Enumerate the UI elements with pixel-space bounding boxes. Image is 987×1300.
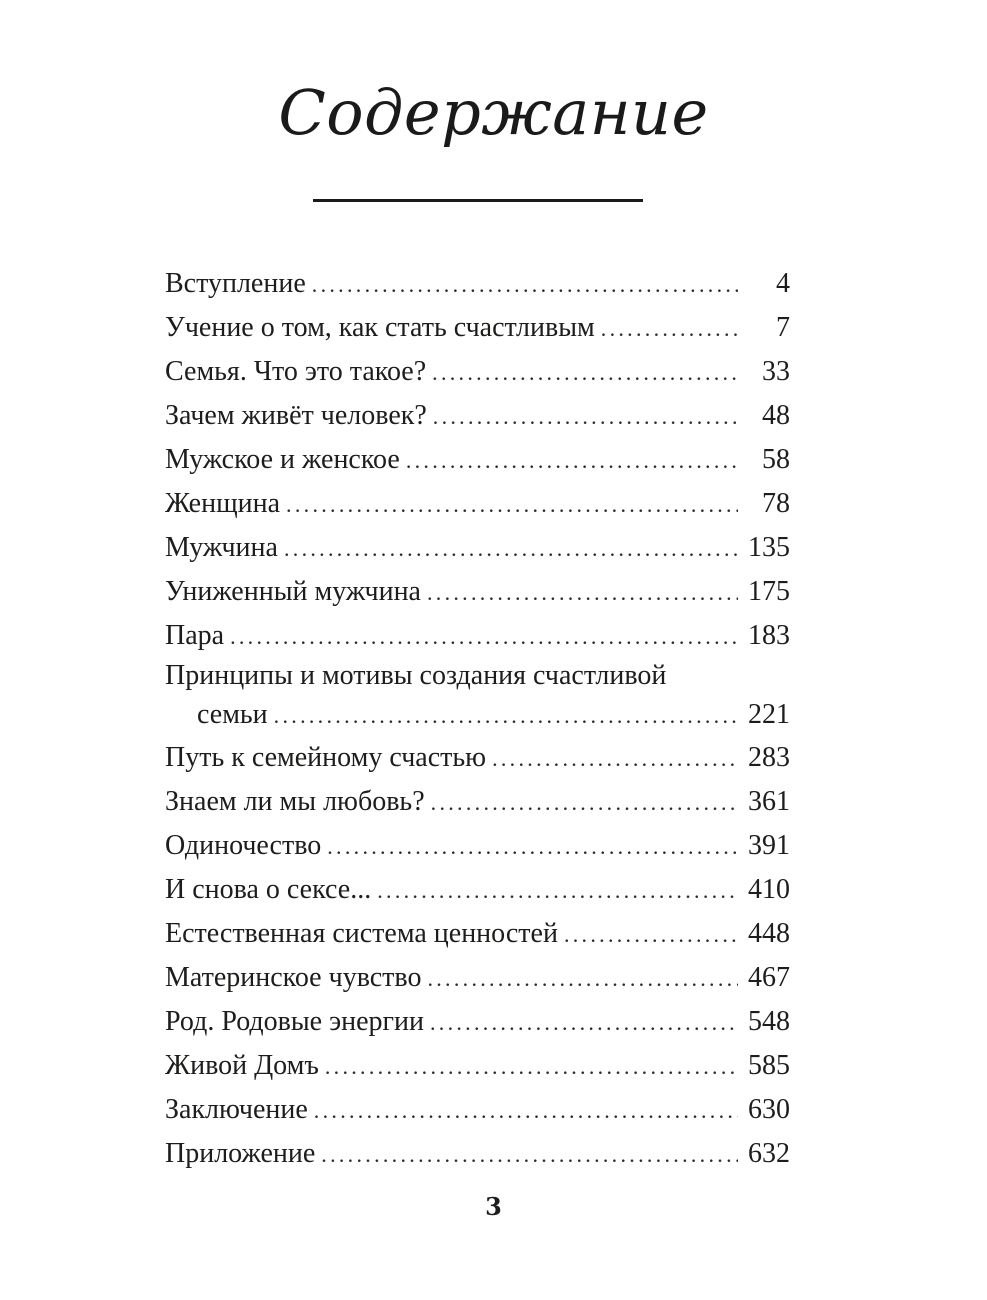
toc-entry-title: Вступление	[165, 268, 306, 299]
dot-leader	[427, 571, 738, 615]
dot-leader	[564, 913, 738, 957]
toc-entry-title: Униженный мужчина	[165, 576, 421, 607]
toc-entry-page: 221	[748, 699, 790, 730]
dot-leader	[284, 527, 738, 571]
toc-entry-page: 33	[762, 356, 790, 387]
dot-leader	[433, 395, 738, 439]
dot-leader	[601, 307, 738, 351]
toc-entry	[165, 394, 790, 438]
toc-entry	[165, 824, 790, 868]
toc-entry-title: Род. Родовые энергии	[165, 1006, 424, 1037]
toc-entry-page: 58	[762, 444, 790, 475]
toc-entry-title: Одиночество	[165, 830, 322, 861]
toc-entry	[165, 526, 790, 570]
page-number: 3	[485, 1192, 502, 1221]
toc-entry-page: 391	[748, 830, 790, 861]
toc-entry-page: 630	[748, 1094, 790, 1125]
toc-entry-page: 4	[776, 268, 790, 299]
toc-entry	[165, 658, 790, 736]
toc-entry	[165, 780, 790, 824]
toc-entry	[165, 1132, 790, 1176]
toc-entry-title: Семья. Что это такое?	[165, 356, 427, 387]
toc-entry-title: Естественная система ценностей	[165, 918, 558, 949]
dot-leader	[286, 483, 738, 527]
toc-entry-page: 7	[776, 312, 790, 343]
toc-entry-page: 632	[748, 1138, 790, 1169]
toc-entry-page: 410	[748, 874, 790, 905]
toc-entry	[165, 570, 790, 614]
toc-entry-title: Приложение	[165, 1138, 316, 1169]
toc-entry	[165, 350, 790, 394]
toc-entry	[165, 1044, 790, 1088]
toc-entry	[165, 736, 790, 780]
toc-entry	[165, 438, 790, 482]
toc-entry-title: Живой Домъ	[165, 1050, 319, 1081]
toc-entry-page: 361	[748, 786, 790, 817]
page-title: Содержание	[278, 76, 709, 149]
dot-leader	[314, 1089, 738, 1133]
dot-leader	[274, 695, 738, 737]
table-of-contents	[165, 262, 790, 1176]
toc-entry	[165, 482, 790, 526]
toc-entry-title: Пара	[165, 620, 225, 651]
dot-leader	[321, 1133, 738, 1177]
toc-entry-page: 467	[748, 962, 790, 993]
toc-entry	[165, 956, 790, 1000]
dot-leader	[377, 869, 738, 913]
toc-entry	[165, 262, 790, 306]
dot-leader	[230, 615, 738, 659]
dot-leader	[325, 1045, 738, 1089]
dot-leader	[327, 825, 738, 869]
toc-entry-page: 48	[762, 400, 790, 431]
toc-entry-title: Знаем ли мы любовь?	[165, 786, 425, 817]
dot-leader	[431, 781, 738, 825]
toc-entry	[165, 1088, 790, 1132]
title-divider	[313, 199, 643, 202]
toc-entry-title: Принципы и мотивы создания счастливой	[165, 660, 667, 691]
toc-entry	[165, 868, 790, 912]
toc-entry-page: 183	[748, 620, 790, 651]
toc-entry	[165, 614, 790, 658]
toc-entry-title: Заключение	[165, 1094, 308, 1125]
toc-entry-title-continuation: семьи	[197, 699, 268, 730]
toc-entry-page: 283	[748, 742, 790, 773]
toc-entry-title: И снова о сексе...	[165, 874, 372, 905]
toc-entry-title: Путь к семейному счастью	[165, 742, 487, 773]
toc-entry-title: Материнское чувство	[165, 962, 422, 993]
toc-entry-title: Мужское и женское	[165, 444, 400, 475]
toc-entry-page: 175	[748, 576, 790, 607]
dot-leader	[427, 957, 738, 1001]
dot-leader	[430, 1001, 738, 1045]
toc-entry-title: Мужчина	[165, 532, 278, 563]
toc-entry	[165, 306, 790, 350]
dot-leader	[432, 351, 738, 395]
dot-leader	[312, 263, 738, 307]
toc-entry	[165, 912, 790, 956]
dot-leader	[492, 737, 738, 781]
toc-entry-page: 585	[748, 1050, 790, 1081]
toc-entry-page: 135	[748, 532, 790, 563]
dot-leader	[406, 439, 738, 483]
toc-entry-title: Женщина	[165, 488, 281, 519]
toc-entry-title: Учение о том, как стать счастливым	[165, 312, 595, 343]
toc-entry-page: 548	[748, 1006, 790, 1037]
toc-entry-page: 78	[762, 488, 790, 519]
toc-entry-page: 448	[748, 918, 790, 949]
toc-entry-title: Зачем живёт человек?	[165, 400, 427, 431]
toc-entry	[165, 1000, 790, 1044]
